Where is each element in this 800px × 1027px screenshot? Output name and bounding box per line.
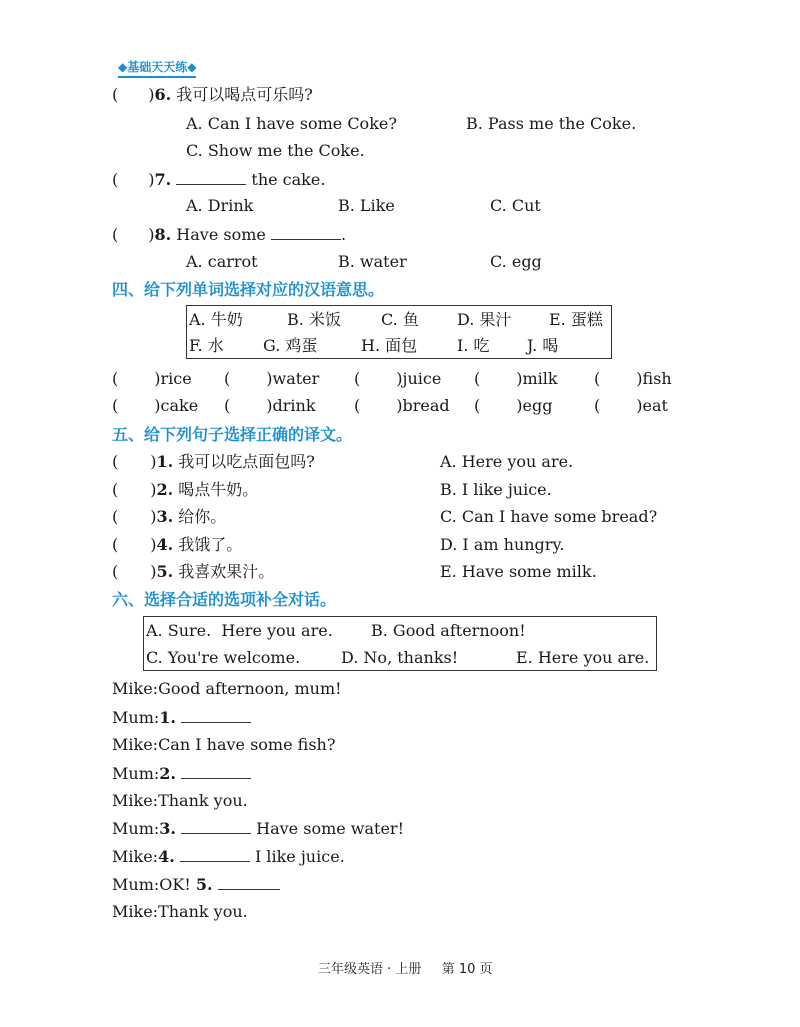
answer-paren-open: (: [112, 535, 119, 554]
chinese-sentence: 我可以吃点面包吗?: [178, 452, 315, 471]
question-number: 3.: [156, 507, 174, 526]
dialog-line: [112, 790, 248, 812]
answer-paren-open: (: [112, 170, 119, 189]
option-J: J. 喝: [527, 336, 559, 355]
section-heading-5: 五、给下列句子选择正确的译文。: [112, 425, 353, 444]
word-text: eat: [642, 396, 668, 415]
answer-paren-close: ): [150, 480, 157, 499]
sentence-item: [112, 506, 226, 528]
answer-paren-close: ): [396, 396, 403, 415]
answer-paren-open: (: [354, 369, 361, 388]
speaker: Mike:: [112, 735, 159, 754]
word-text: bread: [402, 396, 450, 415]
answer-paren-close: ): [266, 396, 273, 415]
speaker: Mum:: [112, 764, 160, 783]
word-text: fish: [642, 369, 672, 388]
speaker: Mike:: [112, 679, 159, 698]
answer-paren-close: ): [148, 170, 155, 189]
word-text: water: [272, 369, 320, 388]
dialog-text: OK!: [159, 875, 191, 894]
answer-paren-close: ): [516, 369, 523, 388]
option-b: B. water: [338, 252, 407, 271]
dialog-option-E: E. Here you are.: [516, 648, 650, 667]
dialog-line: [112, 734, 335, 756]
fill-blank[interactable]: [218, 873, 280, 890]
word-item: [594, 395, 668, 417]
chinese-sentence: 喝点牛奶。: [178, 480, 259, 499]
translation-option: B. I like juice.: [440, 480, 552, 499]
option-A: A. 牛奶: [189, 310, 243, 329]
option-c: C. Show me the Coke.: [186, 141, 365, 160]
speaker: Mum:: [112, 875, 160, 894]
answer-paren-close: ): [150, 507, 157, 526]
section-heading-4: 四、给下列单词选择对应的汉语意思。: [112, 280, 385, 299]
answer-paren-open: (: [112, 396, 119, 415]
speaker: Mike:: [112, 902, 159, 921]
option-D: D. 果汁: [457, 310, 512, 329]
page-number: 第 10 页: [441, 962, 493, 977]
question-text: 我可以喝点可乐吗?: [176, 85, 313, 104]
question-number: 5.: [156, 562, 174, 581]
speaker: Mum:: [112, 708, 160, 727]
sentence-item: [112, 561, 274, 583]
answer-paren-open: (: [112, 480, 119, 499]
question-number: 7.: [154, 170, 172, 189]
answer-paren-close: ): [636, 369, 643, 388]
option-b: B. Like: [338, 196, 395, 215]
dialog-line: [112, 706, 251, 729]
dialog-option-A: A. Sure. Here you are.: [146, 621, 333, 640]
answer-paren-close: ): [154, 369, 161, 388]
word-options-box: [186, 305, 612, 359]
dialog-line: [112, 845, 345, 868]
dialog-line: [112, 678, 342, 700]
answer-paren-close: ): [150, 452, 157, 471]
section-badge: [118, 58, 196, 78]
dialog-option-B: B. Good afternoon!: [371, 621, 526, 640]
option-F: F. 水: [189, 336, 224, 355]
question-7: [112, 168, 325, 191]
option-c: C. egg: [490, 252, 542, 271]
blank-number: 5.: [195, 875, 213, 894]
option-a: A. Can I have some Coke?: [186, 114, 397, 133]
translation-option: C. Can I have some bread?: [440, 507, 658, 526]
word-item: [474, 368, 558, 390]
answer-paren-open: (: [112, 562, 119, 581]
speaker: Mum:: [112, 819, 160, 838]
fill-blank[interactable]: [176, 168, 246, 185]
option-a: A. carrot: [186, 252, 258, 271]
answer-paren-open: (: [112, 369, 119, 388]
answer-paren-close: ): [516, 396, 523, 415]
word-item: [224, 368, 319, 390]
option-E: E. 蛋糕: [549, 310, 603, 329]
question-number: 1.: [156, 452, 174, 471]
answer-paren-close: ): [396, 369, 403, 388]
answer-paren-close: ): [636, 396, 643, 415]
option-G: G. 鸡蛋: [263, 336, 318, 355]
question-number: 4.: [156, 535, 174, 554]
answer-paren-open: (: [474, 396, 481, 415]
blank-number: 3.: [159, 819, 176, 838]
word-item: [354, 368, 441, 390]
option-c: C. Cut: [490, 196, 541, 215]
book-title: 三年级英语 · 上册: [318, 962, 422, 977]
answer-paren-open: (: [112, 85, 119, 104]
word-item: [112, 368, 192, 390]
word-text: drink: [272, 396, 316, 415]
dialog-text: Have some water!: [256, 819, 405, 838]
answer-paren-open: (: [474, 369, 481, 388]
answer-paren-open: (: [594, 369, 601, 388]
question-8: [112, 223, 346, 246]
answer-paren-open: (: [354, 396, 361, 415]
page-footer: [318, 958, 493, 977]
word-item: [594, 368, 672, 390]
word-item: [112, 395, 198, 417]
question-6: [112, 84, 313, 106]
badge-underline: [118, 76, 196, 78]
sentence-item: [112, 479, 258, 501]
dialog-text: Good afternoon, mum!: [158, 679, 342, 698]
word-item: [354, 395, 450, 417]
word-text: cake: [160, 396, 199, 415]
fill-blank[interactable]: [271, 223, 341, 240]
fill-blank[interactable]: [181, 706, 251, 723]
option-b: B. Pass me the Coke.: [466, 114, 637, 133]
sentence-item: [112, 534, 242, 556]
section-heading-6: 六、选择合适的选项补全对话。: [112, 590, 337, 609]
word-text: milk: [522, 369, 558, 388]
option-I: I. 吃: [457, 336, 490, 355]
fill-blank[interactable]: [181, 762, 251, 779]
sentence-item: [112, 451, 315, 473]
dialog-options-box: [143, 616, 657, 671]
question-text: Have some: [176, 225, 266, 244]
question-number: 2.: [156, 480, 174, 499]
speaker: Mike:: [112, 791, 159, 810]
dialog-option-D: D. No, thanks!: [341, 648, 459, 667]
option-H: H. 面包: [361, 336, 418, 355]
answer-paren-close: ): [148, 85, 155, 104]
answer-paren-open: (: [224, 369, 231, 388]
question-number: 8.: [154, 225, 172, 244]
chinese-sentence: 给你。: [178, 507, 227, 526]
answer-paren-open: (: [112, 225, 119, 244]
question-number: 6.: [154, 85, 172, 104]
blank-number: 1.: [159, 708, 176, 727]
answer-paren-close: ): [150, 562, 157, 581]
option-C: C. 鱼: [381, 310, 419, 329]
dialog-line: [112, 762, 251, 785]
blank-number: 2.: [159, 764, 176, 783]
dialog-text: Thank you.: [158, 902, 248, 921]
dialog-text: I like juice.: [254, 847, 345, 866]
option-a: A. Drink: [186, 196, 254, 215]
dialog-line: [112, 817, 404, 840]
word-item: [474, 395, 552, 417]
word-text: juice: [402, 369, 442, 388]
word-item: [224, 395, 316, 417]
fill-blank[interactable]: [181, 817, 251, 834]
question-end: .: [340, 225, 347, 244]
speaker: Mike:: [112, 847, 159, 866]
translation-option: E. Have some milk.: [440, 562, 597, 581]
answer-paren-close: ): [154, 396, 161, 415]
answer-paren-open: (: [112, 452, 119, 471]
answer-paren-open: (: [112, 507, 119, 526]
dialog-line: [112, 873, 280, 896]
option-B: B. 米饭: [287, 310, 341, 329]
dialog-text: Can I have some fish?: [158, 735, 336, 754]
dialog-text: Thank you.: [158, 791, 248, 810]
fill-blank[interactable]: [180, 845, 250, 862]
word-text: egg: [522, 396, 553, 415]
dialog-line: [112, 901, 248, 923]
chinese-sentence: 我饿了。: [178, 535, 243, 554]
answer-paren-close: ): [150, 535, 157, 554]
dialog-option-C: C. You're welcome.: [146, 648, 301, 667]
answer-paren-close: ): [266, 369, 273, 388]
answer-paren-close: ): [148, 225, 155, 244]
badge-text: ◆基础天天练◆: [118, 60, 197, 74]
translation-option: A. Here you are.: [440, 452, 574, 471]
blank-number: 4.: [158, 847, 175, 866]
answer-paren-open: (: [594, 396, 601, 415]
chinese-sentence: 我喜欢果汁。: [178, 562, 275, 581]
answer-paren-open: (: [224, 396, 231, 415]
question-text: the cake.: [251, 170, 326, 189]
translation-option: D. I am hungry.: [440, 535, 565, 554]
word-text: rice: [160, 369, 192, 388]
